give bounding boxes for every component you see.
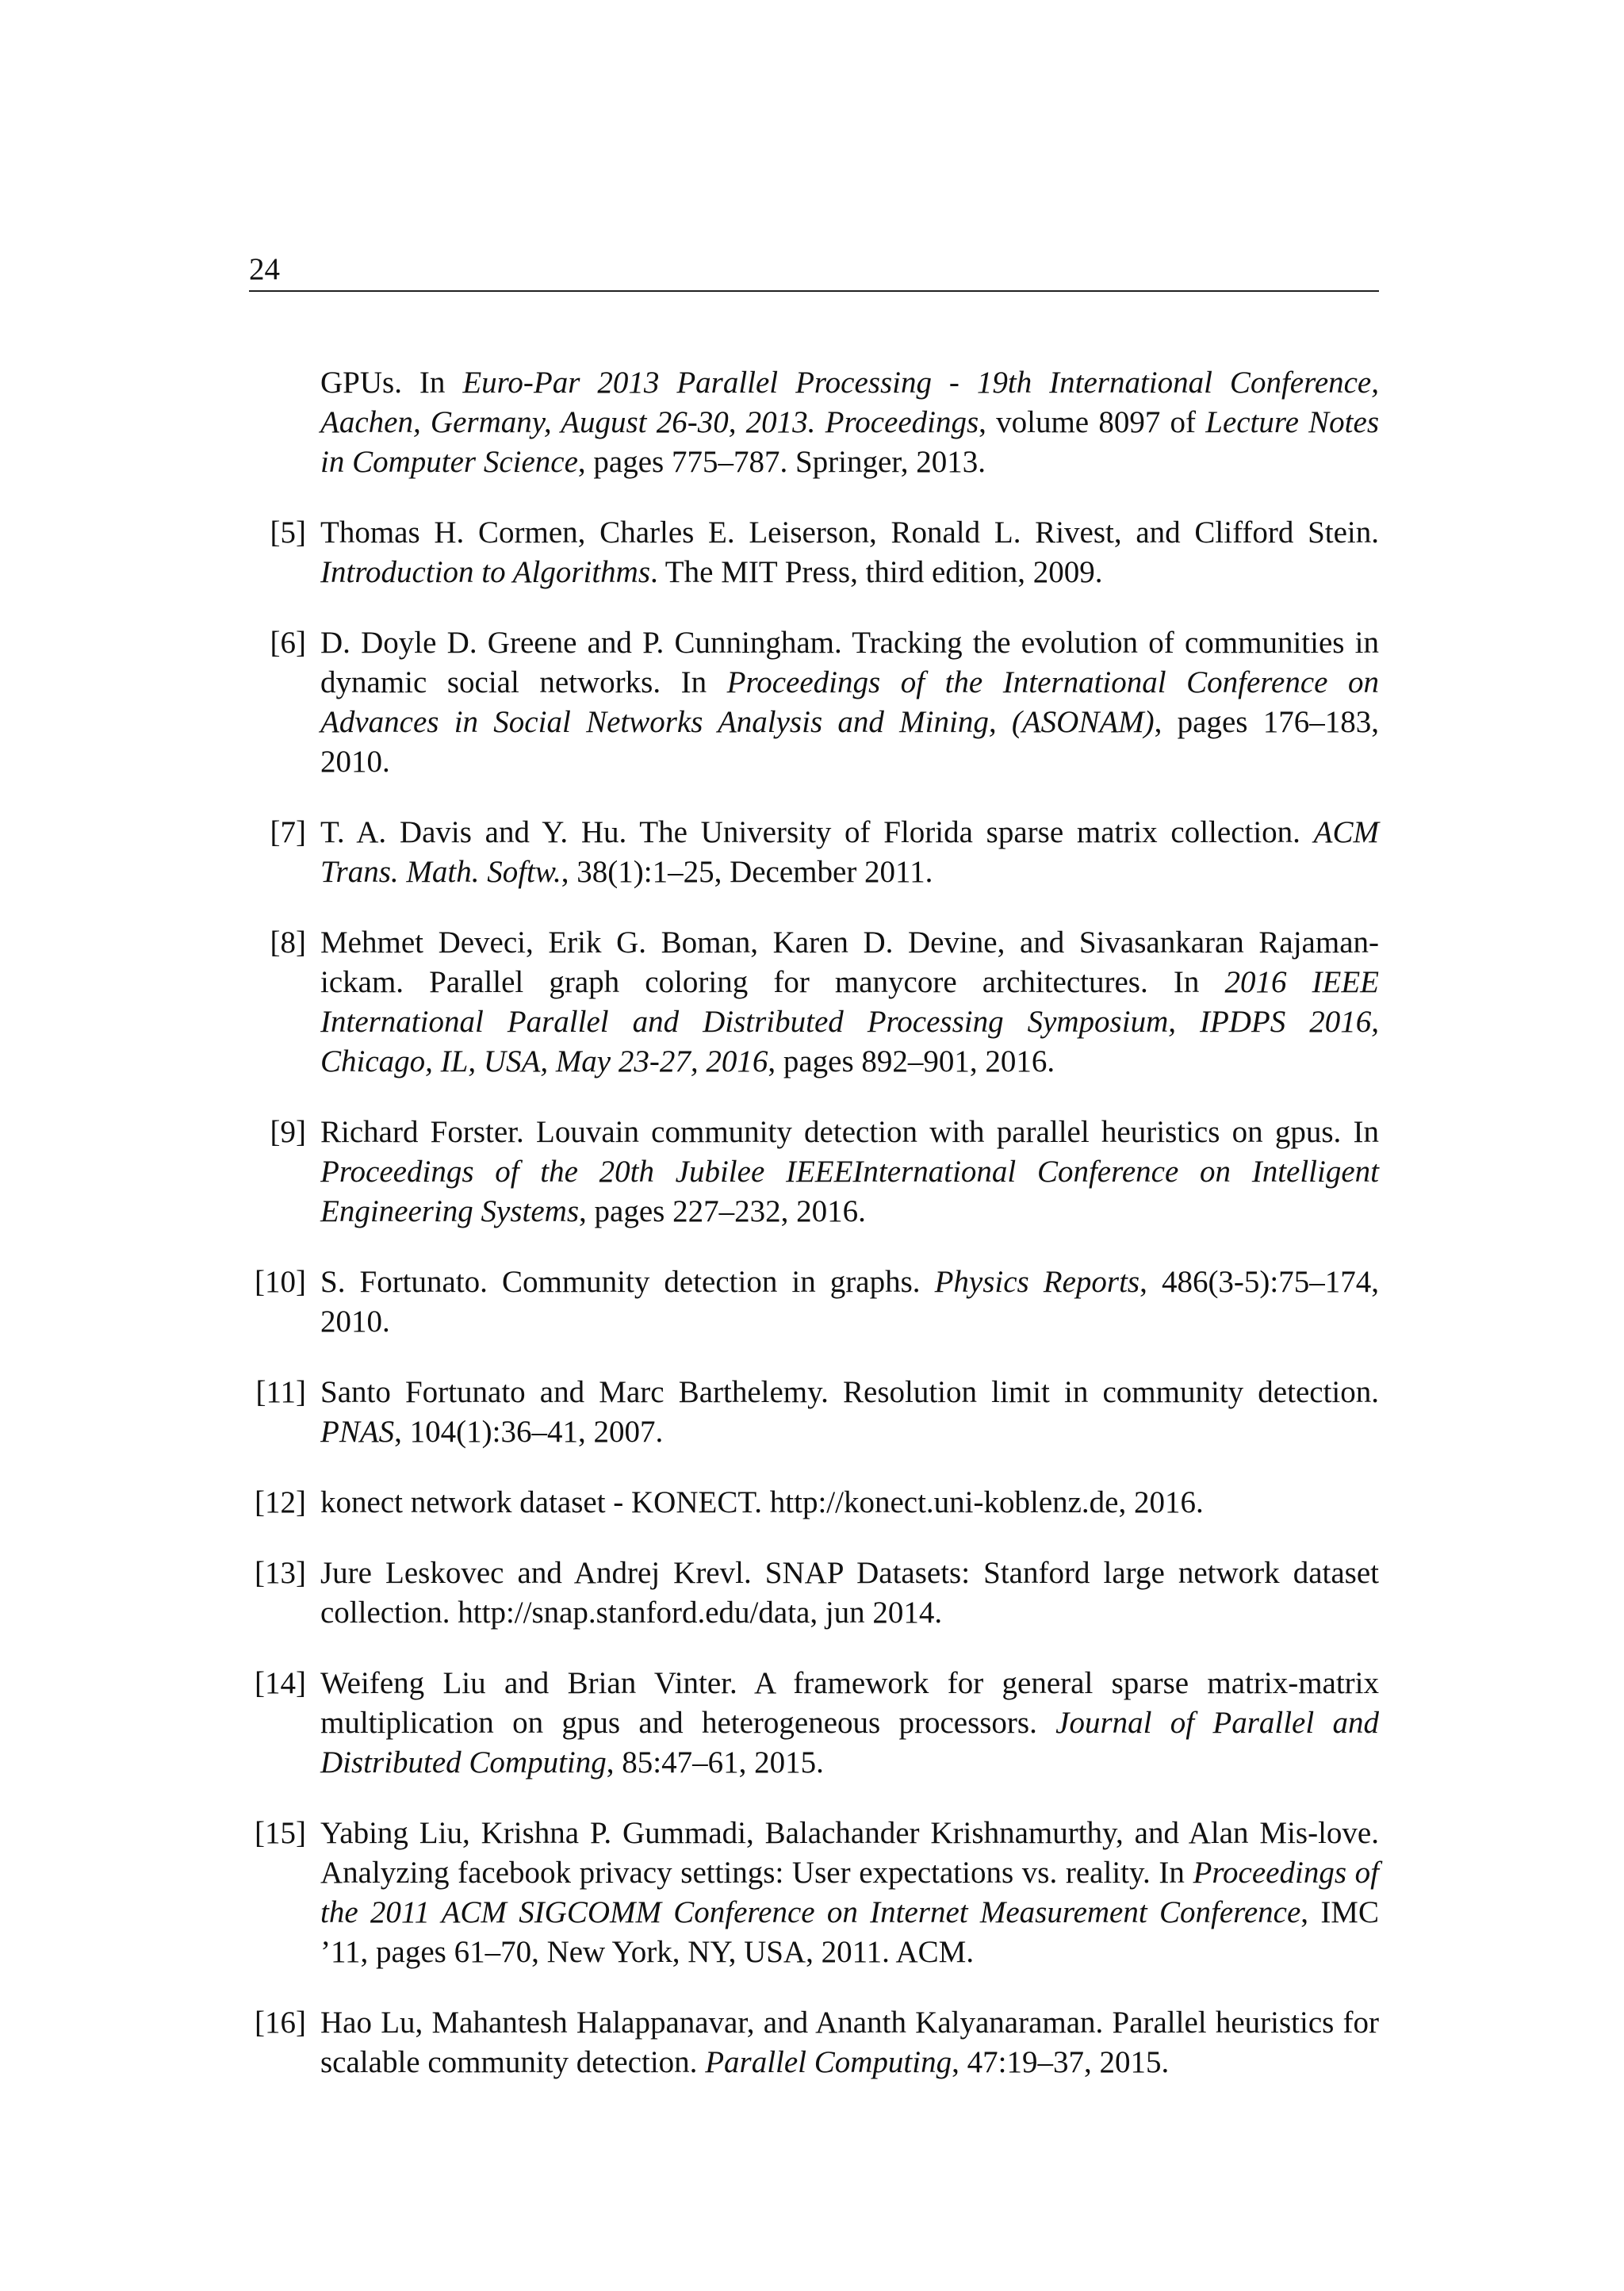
reference-label: [13] <box>255 1556 306 1590</box>
reference-item <box>249 1373 1379 1452</box>
reference-label: [14] <box>255 1666 306 1700</box>
reference-text <box>320 363 1379 482</box>
reference-text <box>320 923 1379 1082</box>
reference-text <box>320 513 1379 592</box>
reference-item <box>249 1483 1379 1523</box>
reference-text <box>320 1262 1379 1342</box>
reference-label: [16] <box>255 2006 306 2040</box>
reference-text <box>320 1113 1379 1232</box>
reference-italic-segment: ACM Trans. Math. Softw. <box>320 815 1379 889</box>
reference-text <box>320 1814 1379 1972</box>
reference-label: [7] <box>270 815 306 849</box>
reference-italic-segment: Proceedings of the 20th Jubilee IEEEInternational Conference on Intelligent Engineering Systems <box>320 1155 1379 1228</box>
reference-segment: . The MIT Press, third edition, 2009. <box>650 555 1103 589</box>
reference-italic-segment: Introduction to Algorithms <box>320 555 651 589</box>
reference-text <box>320 623 1379 782</box>
page-number: 24 <box>249 252 280 286</box>
reference-italic-segment: Journal of Parallel and Distributed Computing <box>320 1706 1379 1780</box>
reference-label: [11] <box>255 1375 306 1409</box>
reference-item <box>249 813 1379 892</box>
reference-text <box>320 1483 1379 1523</box>
reference-label: [9] <box>270 1115 306 1149</box>
reference-segment: konect network dataset - KONECT. http://konect.uni-koblenz.de, 2016. <box>320 1485 1204 1519</box>
reference-item <box>249 1554 1379 1633</box>
reference-segment: , IMC ’11, pages 61–70, New York, NY, USA, 2011. ACM. <box>320 1895 1379 1969</box>
reference-segment: , pages 892–901, 2016. <box>768 1044 1055 1078</box>
reference-item <box>249 1113 1379 1232</box>
reference-italic-segment: Lecture Notes in Computer Science <box>320 405 1379 479</box>
reference-item <box>249 1262 1379 1342</box>
reference-label: [15] <box>255 1816 306 1850</box>
reference-segment: , 47:19–37, 2015. <box>952 2045 1170 2079</box>
reference-segment: , 104(1):36–41, 2007. <box>394 1415 664 1449</box>
reference-segment: Hao Lu, Mahantesh Halappanavar, and Ananth Kalyanaraman. Parallel heuristics for scalable community detection. <box>320 2006 1379 2079</box>
header-rule <box>249 290 1379 292</box>
reference-item <box>249 623 1379 782</box>
reference-text <box>320 2003 1379 2082</box>
reference-segment: Yabing Liu, Krishna P. Gummadi, Balachander Krishnamurthy, and Alan Mis-love. Analyzing facebook privacy settings: User expectations vs. reality. In <box>320 1816 1379 1890</box>
reference-italic-segment: Physics Reports <box>934 1265 1140 1299</box>
reference-item <box>249 1814 1379 1972</box>
reference-segment: GPUs. In <box>320 366 463 400</box>
reference-segment: , 486(3-5):75–174, 2010. <box>320 1265 1379 1339</box>
reference-segment: , pages 775–787. Springer, 2013. <box>577 445 986 479</box>
reference-label: [5] <box>270 515 306 550</box>
reference-segment: S. Fortunato. Community detection in graphs. <box>320 1265 935 1299</box>
reference-segment: D. Doyle D. Greene and P. Cunningham. Tracking the evolution of communities in dynamic social networks. In <box>320 626 1379 699</box>
reference-item <box>249 513 1379 592</box>
reference-segment: T. A. Davis and Y. Hu. The University of Florida sparse matrix collection. <box>320 815 1314 849</box>
reference-segment: Santo Fortunato and Marc Barthelemy. Resolution limit in community detection. <box>320 1375 1379 1409</box>
reference-label: [8] <box>270 925 306 960</box>
reference-text <box>320 1664 1379 1783</box>
reference-list <box>249 363 1379 2113</box>
reference-segment: , 85:47–61, 2015. <box>606 1745 824 1780</box>
reference-label: [6] <box>270 626 306 660</box>
reference-segment: Richard Forster. Louvain community detection with parallel heuristics on gpus. In <box>320 1115 1379 1149</box>
reference-italic-segment: Euro-Par 2013 Parallel Processing - 19th International Conference, Aachen, Germany, August 26-30, 2013. Proceedings <box>320 366 1379 439</box>
reference-text <box>320 1373 1379 1452</box>
reference-label: [12] <box>255 1485 306 1519</box>
reference-segment: , volume 8097 of <box>979 405 1206 439</box>
reference-segment: , pages 227–232, 2016. <box>579 1194 866 1228</box>
reference-italic-segment: Proceedings of the 2011 ACM SIGCOMM Conference on Internet Measurement Conference <box>320 1856 1379 1929</box>
reference-italic-segment: 2016 IEEE International Parallel and Distributed Processing Symposium, IPDPS 2016, Chicago, IL, USA, May 23-27, 2016 <box>320 965 1379 1078</box>
reference-item <box>249 923 1379 1082</box>
reference-item <box>249 1664 1379 1783</box>
reference-italic-segment: Proceedings of the International Conference on Advances in Social Networks Analysis and Mining, (ASONAM) <box>320 665 1379 739</box>
reference-segment: , 38(1):1–25, December 2011. <box>561 855 933 889</box>
reference-segment: , pages 176–183, 2010. <box>320 705 1379 779</box>
reference-label: [10] <box>255 1265 306 1299</box>
reference-text <box>320 813 1379 892</box>
reference-item <box>249 2003 1379 2082</box>
reference-segment: Jure Leskovec and Andrej Krevl. SNAP Datasets: Stanford large network dataset collection. http://snap.stanford.edu/data, jun 2014. <box>320 1556 1379 1630</box>
reference-segment: Thomas H. Cormen, Charles E. Leiserson, Ronald L. Rivest, and Clifford Stein. <box>320 515 1379 550</box>
reference-italic-segment: Parallel Computing <box>705 2045 952 2079</box>
reference-segment: Weifeng Liu and Brian Vinter. A framework for general sparse matrix-matrix multiplication on gpus and heterogeneous processors. <box>320 1666 1379 1740</box>
reference-italic-segment: PNAS <box>320 1415 395 1449</box>
reference-segment: Mehmet Deveci, Erik G. Boman, Karen D. Devine, and Sivasankaran Rajaman-ickam. Parallel graph coloring for manycore architectures. In <box>320 925 1379 999</box>
reference-text <box>320 1554 1379 1633</box>
reference-item <box>249 363 1379 482</box>
